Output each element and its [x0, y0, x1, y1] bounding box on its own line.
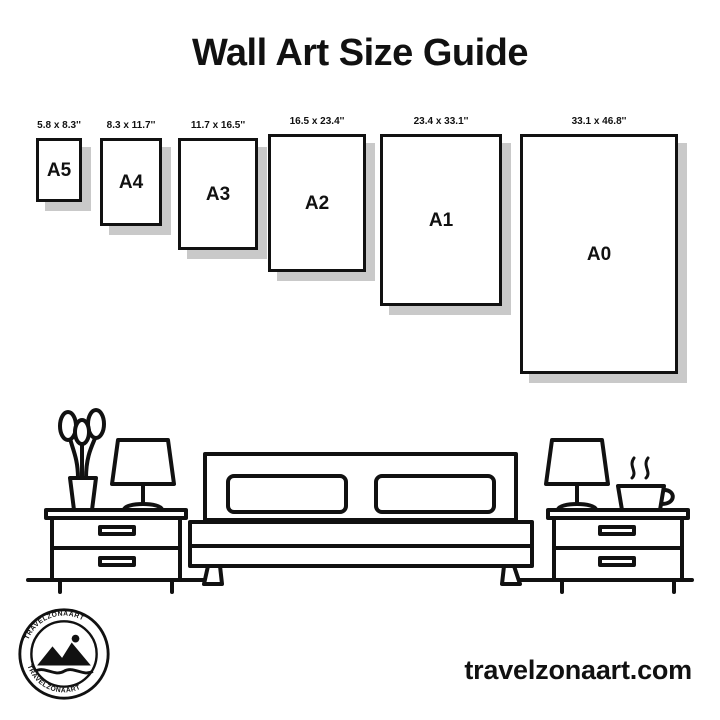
frame-size-label: A2	[304, 193, 330, 214]
frame-a5[interactable]	[36, 138, 82, 202]
frame-a0[interactable]	[520, 134, 678, 374]
travelzonaart-logo	[16, 606, 112, 702]
frame-a4[interactable]	[100, 138, 162, 226]
logo-arc-text-bottom: TRAVELZONAART	[25, 664, 82, 695]
frame-dimension-label: 16.5 x 23.4''	[289, 116, 345, 127]
website-url: travelzonaart.com	[464, 655, 692, 685]
frame-dimension-label: 33.1 x 46.8''	[571, 116, 627, 127]
frame-a2[interactable]	[268, 134, 366, 272]
logo-arc-text-top: TRAVELZONAART	[23, 610, 86, 641]
bedroom-scene-illustration	[0, 380, 720, 610]
frame-size-label: A0	[586, 244, 612, 265]
frame-dimension-label: 23.4 x 33.1''	[413, 116, 469, 127]
frame-size-label: A4	[118, 172, 144, 193]
frame-dimension-label: 8.3 x 11.7''	[106, 120, 156, 131]
frame-a3[interactable]	[178, 138, 258, 250]
frame-dimension-label: 11.7 x 16.5''	[190, 120, 246, 131]
frame-a1[interactable]	[380, 134, 502, 306]
frame-size-label: A3	[205, 184, 231, 205]
frame-size-label: A1	[428, 210, 454, 231]
frame-dimension-label: 5.8 x 8.3''	[37, 120, 81, 131]
page-title: Wall Art Size Guide	[191, 32, 529, 74]
frame-size-label: A5	[46, 160, 72, 181]
